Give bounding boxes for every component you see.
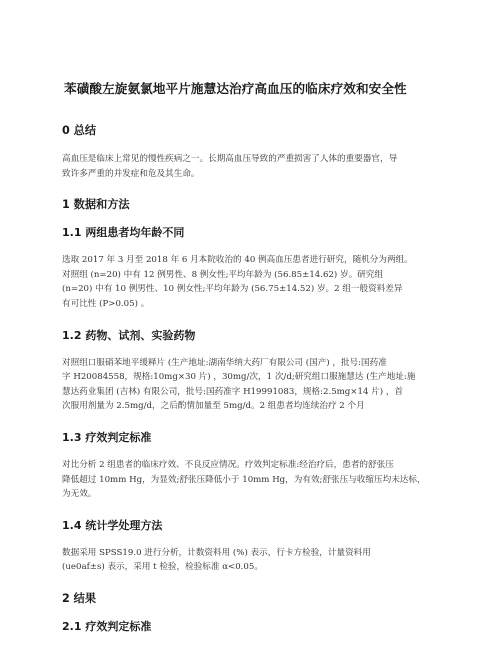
text-line: 为无效。 bbox=[62, 489, 97, 500]
text-line: 降低超过 10mm Hg，为显效;舒张压降低小于 10mm Hg，为有效;舒张压与收缩压均未达标， bbox=[62, 474, 426, 485]
text-line: 次服用剂量为 2.5mg/d，之后酌情加量至 5mg/d。2 组患者均连续治疗 2 个月 bbox=[62, 401, 365, 412]
section-heading-summary: 0 总结 bbox=[62, 124, 97, 137]
text-line: 选取 2017 年 3 月至 2018 年 6 月本院收治的 40 例高血压患者进行研究，随机分为两组。 bbox=[62, 255, 413, 266]
section-heading-results: 2 结果 bbox=[62, 591, 97, 605]
paragraph-1-4 bbox=[62, 546, 436, 575]
text-line: (n=20) 中有 10 例男性、10 例女性;平均年龄为 (56.75±14.52) 岁。2 组一般资料差异 bbox=[62, 284, 403, 295]
text-line: 致许多严重的并发症和危及其生命。 bbox=[62, 168, 200, 179]
text-line: 对照组口服硝苯地平缓释片 (生产地址:湖南华纳大药厂有限公司 (国产) ，批号:国药准 bbox=[62, 357, 387, 368]
subsection-heading-1-1: 1.1 两组患者均年龄不同 bbox=[62, 226, 185, 240]
text-line: 对照组 (n=20) 中有 12 例男性、8 例女性;平均年龄为 (56.85±14.62) 岁。研究组 bbox=[62, 269, 383, 280]
subsection-heading-1-2: 1.2 药物、试剂、实验药物 bbox=[62, 328, 196, 342]
text-line: 有可比性 (P>0.05) 。 bbox=[62, 298, 150, 309]
paragraph-summary bbox=[62, 152, 436, 181]
text-line: 高血压是临床上常见的慢性疾病之一。长期高血压导致的严重损害了人体的重要器官，导 bbox=[62, 154, 398, 164]
text-line: (ue0af±s) 表示，采用 t 检验，检验标准 α<0.05。 bbox=[62, 562, 263, 573]
text-line: 数据采用 SPSS19.0 进行分析，计数资料用 (%) 表示，行卡方检验，计量资料用 bbox=[62, 547, 371, 558]
subsection-heading-1-3: 1.3 疗效判定标准 bbox=[62, 430, 152, 444]
paragraph-1-2 bbox=[62, 356, 436, 414]
text-line: 慧达药业集团 (吉林) 有限公司，批号:国药准字 H19991083，规格:2.5mg×14 片) ，首 bbox=[62, 386, 404, 397]
paragraph-1-1 bbox=[62, 253, 436, 311]
paragraph-1-3 bbox=[62, 458, 436, 502]
subsection-heading-1-4: 1.4 统计学处理方法 bbox=[62, 518, 163, 532]
text-line: 字 H20084558，规格:10mg×30 片) ，30mg/次，1 次/d;研究组口服施慧达 (生产地址:施 bbox=[62, 372, 416, 383]
document-title: 苯磺酸左旋氨氯地平片施慧达治疗高血压的临床疗效和安全性 bbox=[64, 81, 407, 96]
text-line: 对比分析 2 组患者的临床疗效、不良反应情况。疗效判定标准:经治疗后，患者的舒张压 bbox=[62, 459, 394, 470]
section-heading-data-methods: 1 数据和方法 bbox=[62, 198, 130, 212]
subsection-heading-2-1: 2.1 疗效判定标准 bbox=[62, 619, 152, 633]
